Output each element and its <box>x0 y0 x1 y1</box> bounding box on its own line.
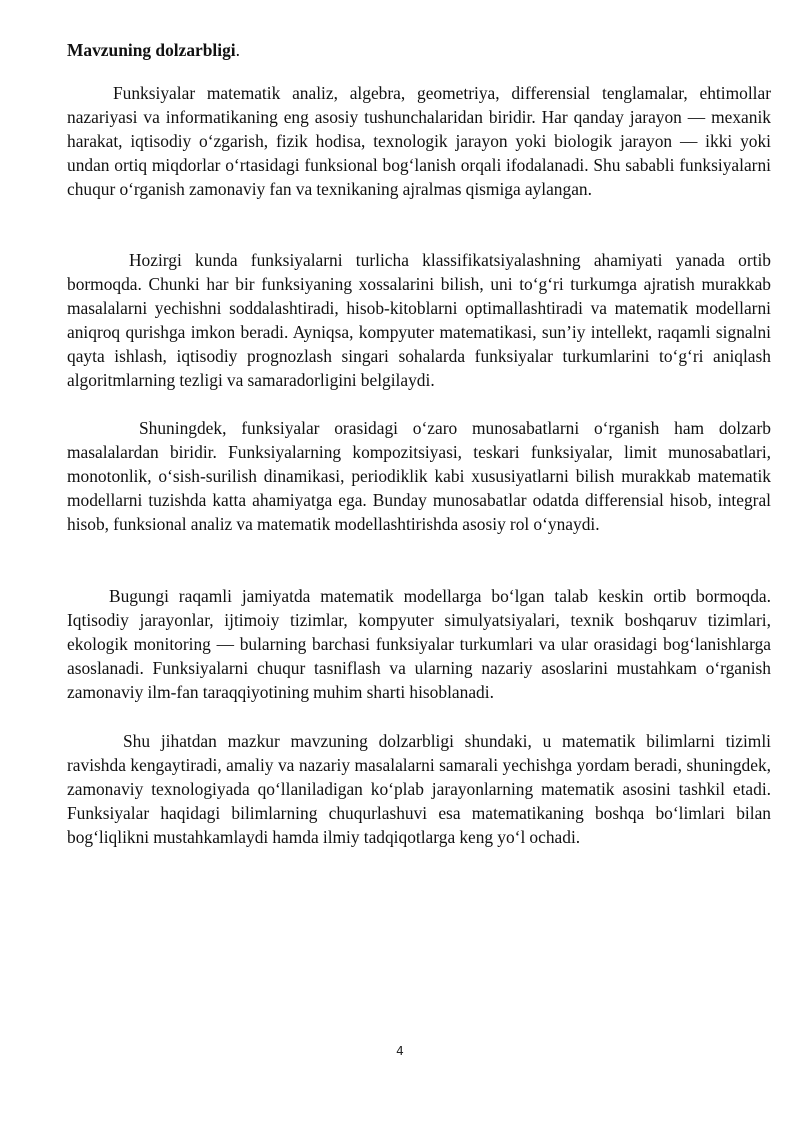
paragraph-5: Shu jihatdan mazkur mavzuning dolzarbligi shundaki, u matematik bilimlarni tizimli ravishda kengaytiradi, amaliy va nazariy masalalarni samarali yechishga yordam beradi, shuningdek, zamonaviy texnologiyada qo‘llaniladigan ko‘plab jarayonlarning matematik asosini tashkil etadi. Funksiyalar haqidagi bilimlarning chuqurlashuvi esa matematikaning boshqa bo‘limlari bilan bog‘liqlikni mustahkamlaydi hamda ilmiy tadqiqotlarga keng yo‘l ochadi. <box>67 731 771 847</box>
paragraph-1: Funksiyalar matematik analiz, algebra, geometriya, differensial tenglamalar, ehtimollar nazariyasi va informatikaning eng asosiy tushunchalaridan biridir. Har qanday jarayon — mexanik harakat, iqtisodiy o‘zgarish, fizik hodisa, texnologik jarayon yoki biologik jarayon — ikki yoki undan ortiq miqdorlar o‘rtasidagi funksional bog‘lanish orqali ifodalanadi. Shu sababli funksiyalarni chuqur o‘rganish zamonaviy fan va texnikaning ajralmas qismiga aylangan. <box>67 83 771 199</box>
section-heading-punct: . <box>235 40 240 60</box>
paragraph-4: Bugungi raqamli jamiyatda matematik modellarga bo‘lgan talab keskin ortib bormoqda. Iqtisodiy jarayonlar, ijtimoiy tizimlar, kompyuter simulyatsiyalari, texnik boshqaruv tizimlari, ekologik monitoring — bularning barchasi funksiyalar turkumlari va ular orasidagi bog‘lanishlarga asoslanadi. Funksiyalarni chuqur tasniflash va ularning nazariy asoslarini mustahkam o‘rganish zamonaviy ilm-fan taraqqiyotining muhim sharti hisoblanadi. <box>67 586 771 702</box>
section-heading-text: Mavzuning dolzarbligi <box>67 40 236 60</box>
paragraph-3: Shuningdek, funksiyalar orasidagi o‘zaro munosabatlarni o‘rganish ham dolzarb masalalardan biridir. Funksiyalarning kompozitsiyasi, teskari funksiyalar, limit munosabatlari, monotonlik, o‘sish-surilish dinamikasi, periodiklik kabi xususiyatlarni bilish murakkab matematik modellarni tuzishda katta ahamiyatga ega. Bunday munosabatlar odatda differensial hisob, integral hisob, funksional analiz va matematik modellashtirishda asosiy rol o‘ynaydi. <box>67 418 771 534</box>
paragraph-2: Hozirgi kunda funksiyalarni turlicha klassifikatsiyalashning ahamiyati yanada ortib bormoqda. Chunki har bir funksiyaning xossalarini bilish, uni to‘g‘ri turkumga ajratish murakkab masalalarni yechishni soddalashtiradi, hisob-kitoblarni optimallashtiradi va matematik modellarni aniqroq qurishga imkon beradi. Ayniqsa, kompyuter matematikasi, sun’iy intellekt, raqamli signalni qayta ishlash, iqtisodiy prognozlash singari sohalarda funksiyalar turkumlarini to‘g‘ri aniqlash algoritmlarning tezligi va samaradorligini belgilaydi. <box>67 250 771 390</box>
section-heading <box>67 38 240 62</box>
page-number: 4 <box>396 1044 404 1058</box>
